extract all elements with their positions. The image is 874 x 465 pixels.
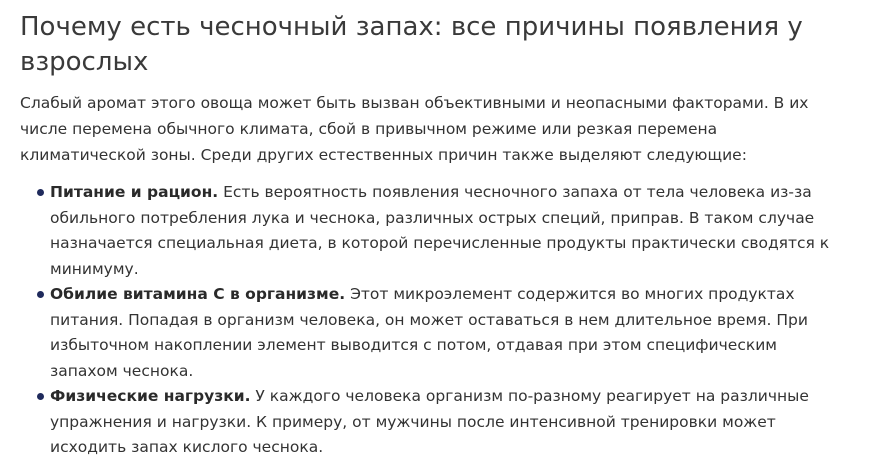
list-item-text: избыточном накоплении элемент выводится с потом, отдавая при этом специфическим [50, 336, 777, 354]
list-item-text: Есть вероятность появления чесночного запаха от тела человека из-за [223, 183, 812, 201]
intro-line: климатической зоны. Среди других естественных причин также выделяют следующие: [20, 146, 747, 164]
list-item-physical-load [50, 384, 854, 461]
intro-paragraph [20, 90, 854, 168]
list-item-text: исходить запах кислого чеснока. [50, 438, 324, 456]
bullet-icon [37, 189, 44, 196]
list-item-vitamin-c [50, 282, 854, 384]
intro-line: Слабый аромат этого овоща может быть вызван объективными и неопасными факторами. В их [20, 94, 809, 112]
list-item-first-line [50, 384, 854, 410]
list-item-text: запахом чеснока. [50, 361, 194, 380]
list-item-title: Физические нагрузки. [50, 387, 251, 405]
bullet-icon [37, 393, 44, 400]
article-heading: Почему есть чесночный запах: все причины появления у взрослых [20, 12, 803, 77]
intro-line: числе перемена обычного климата, сбой в привычном режиме или резкая перемена [20, 120, 718, 138]
list-item-title: Питание и рацион. [50, 183, 219, 201]
list-item-text: Этот микроэлемент содержится во многих продуктах [350, 285, 795, 303]
list-item-text: питания. Попадая в организм человека, он может оставаться в нем длительное время. При [50, 310, 808, 329]
list-item-text: назначается специальная диета, в которой перечисленные продукты практически сводятся к [50, 234, 830, 252]
list-item-text: У каждого человека организм по-разному реагирует на различные [255, 387, 809, 405]
list-item-first-line [50, 180, 854, 206]
list-item-text: обильного потребления лука и чеснока, различных острых специй, приправ. В таком случае [50, 208, 815, 227]
list-item-text: упражнения и нагрузки. К примеру, от мужчины после интенсивной тренировки может [50, 412, 776, 431]
list-item-text: минимуму. [50, 259, 139, 278]
bullet-icon [37, 291, 44, 298]
list-item-nutrition [50, 180, 854, 282]
reasons-list [20, 180, 854, 461]
list-item-first-line [50, 282, 854, 308]
list-item-title: Обилие витамина С в организме. [50, 285, 346, 303]
